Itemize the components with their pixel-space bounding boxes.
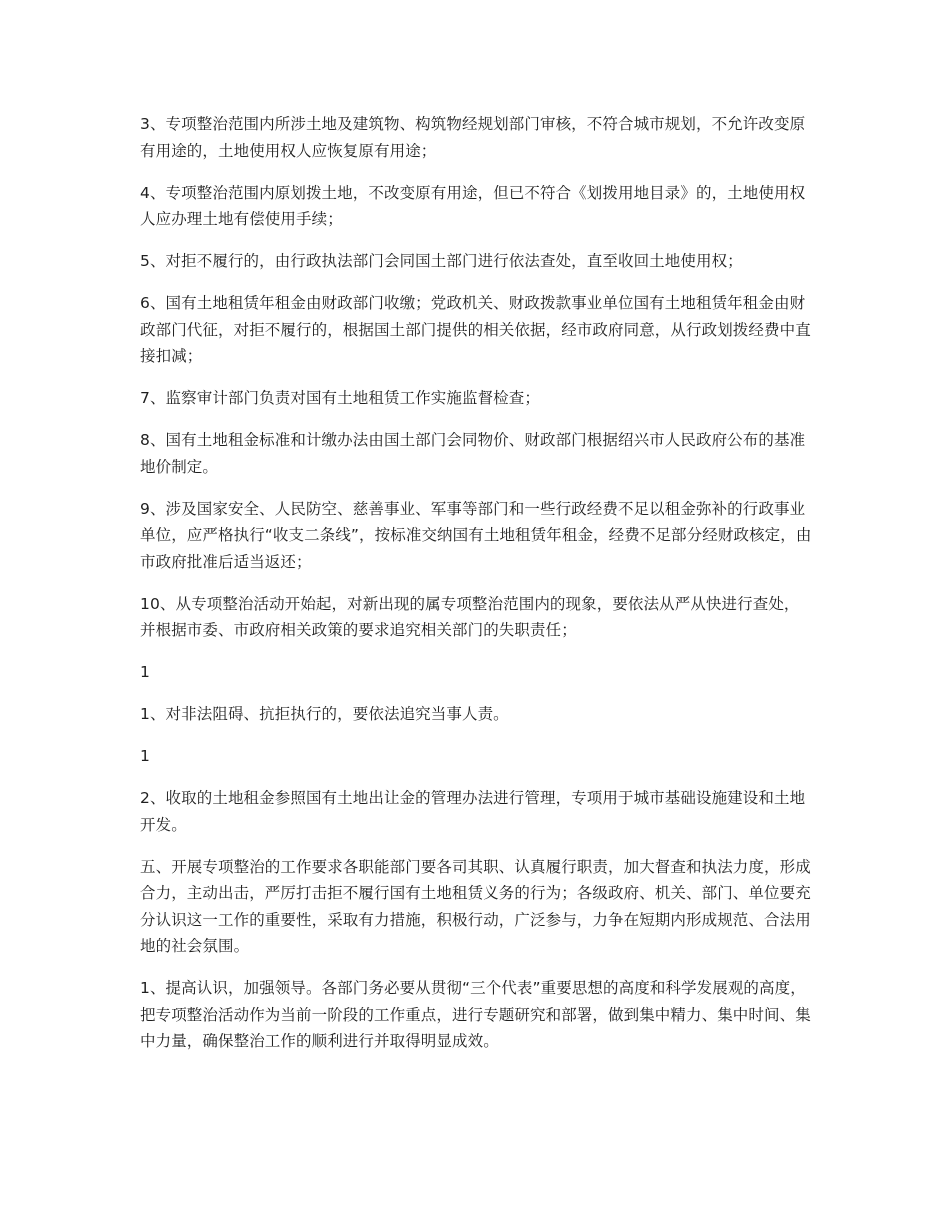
- paragraph-item-1-awareness: 1、提高认识，加强领导。各部门务必要从贯彻“三个代表”重要思想的高度和科学发展观的高度，把专项整治活动作为当前一阶段的工作重点，进行专题研究和部署，做到集中精力、集中时间、集中力量，确保整治工作的顺利进行并取得明显成效。: [140, 979, 811, 1050]
- paragraph-item-9: 9、涉及国家安全、人民防空、慈善事业、军事等部门和一些行政经费不足以租金弥补的行政事业单位，应严格执行“收支二条线”，按标准交纳国有土地租赁年租金，经费不足部分经财政核定，由市政府批准后适当返还；: [140, 499, 812, 571]
- section-five-requirements: 五、开展专项整治的工作要求各职能部门要各司其职、认真履行职责，加大督查和执法力度，形成合力，主动出击，严厉打击拒不履行国有土地租赁义务的行为；各级政府、机关、部门、单位要充分认识这一工作的重要性，采取有力措施，积极行动，广泛参与，力争在短期内形成规范、合法用地的社会氛围。: [140, 857, 811, 955]
- document-body: [140, 111, 812, 1070]
- paragraph-item-3: 3、专项整治范围内所涉土地及建筑物、构筑物经规划部门审核，不符合城市规划，不允许改变原有用途的，土地使用权人应恢复原有用途；: [140, 115, 806, 160]
- paragraph-item-1-enforcement: 1、对非法阻碍、抗拒执行的，要依法追究当事人责。: [140, 705, 509, 723]
- paragraph-item-7: 7、监察审计部门负责对国有土地租赁工作实施监督检查；: [140, 389, 540, 407]
- page-number-marker: 1: [140, 747, 150, 765]
- paragraph-item-2-rent-management: 2、收取的土地租金参照国有土地出让金的管理办法进行管理，专项用于城市基础设施建设和土地开发。: [140, 789, 806, 834]
- paragraph-item-8: 8、国有土地租金标准和计缴办法由国土部门会同物价、财政部门根据绍兴市人民政府公布的基准地价制定。: [140, 431, 806, 476]
- paragraph-item-10: 10、从专项整治活动开始起，对新出现的属专项整治范围内的现象，要依法从严从快进行查处，并根据市委、市政府相关政策的要求追究相关部门的失职责任；: [140, 594, 800, 639]
- paragraph-item-5: 5、对拒不履行的，由行政执法部门会同国土部门进行依法查处，直至收回土地使用权；: [140, 252, 743, 270]
- paragraph-item-4: 4、专项整治范围内原划拨土地，不改变原有用途，但已不符合《划拨用地目录》的，土地使用权人应办理土地有偿使用手续；: [140, 183, 806, 228]
- paragraph-item-6: 6、国有土地租赁年租金由财政部门收缴；党政机关、财政拨款事业单位国有土地租赁年租金由财政部门代征，对拒不履行的，根据国土部门提供的相关依据，经市政府同意，从行政划拨经费中直接扣减；: [140, 294, 811, 365]
- page-number-marker: 1: [140, 663, 150, 681]
